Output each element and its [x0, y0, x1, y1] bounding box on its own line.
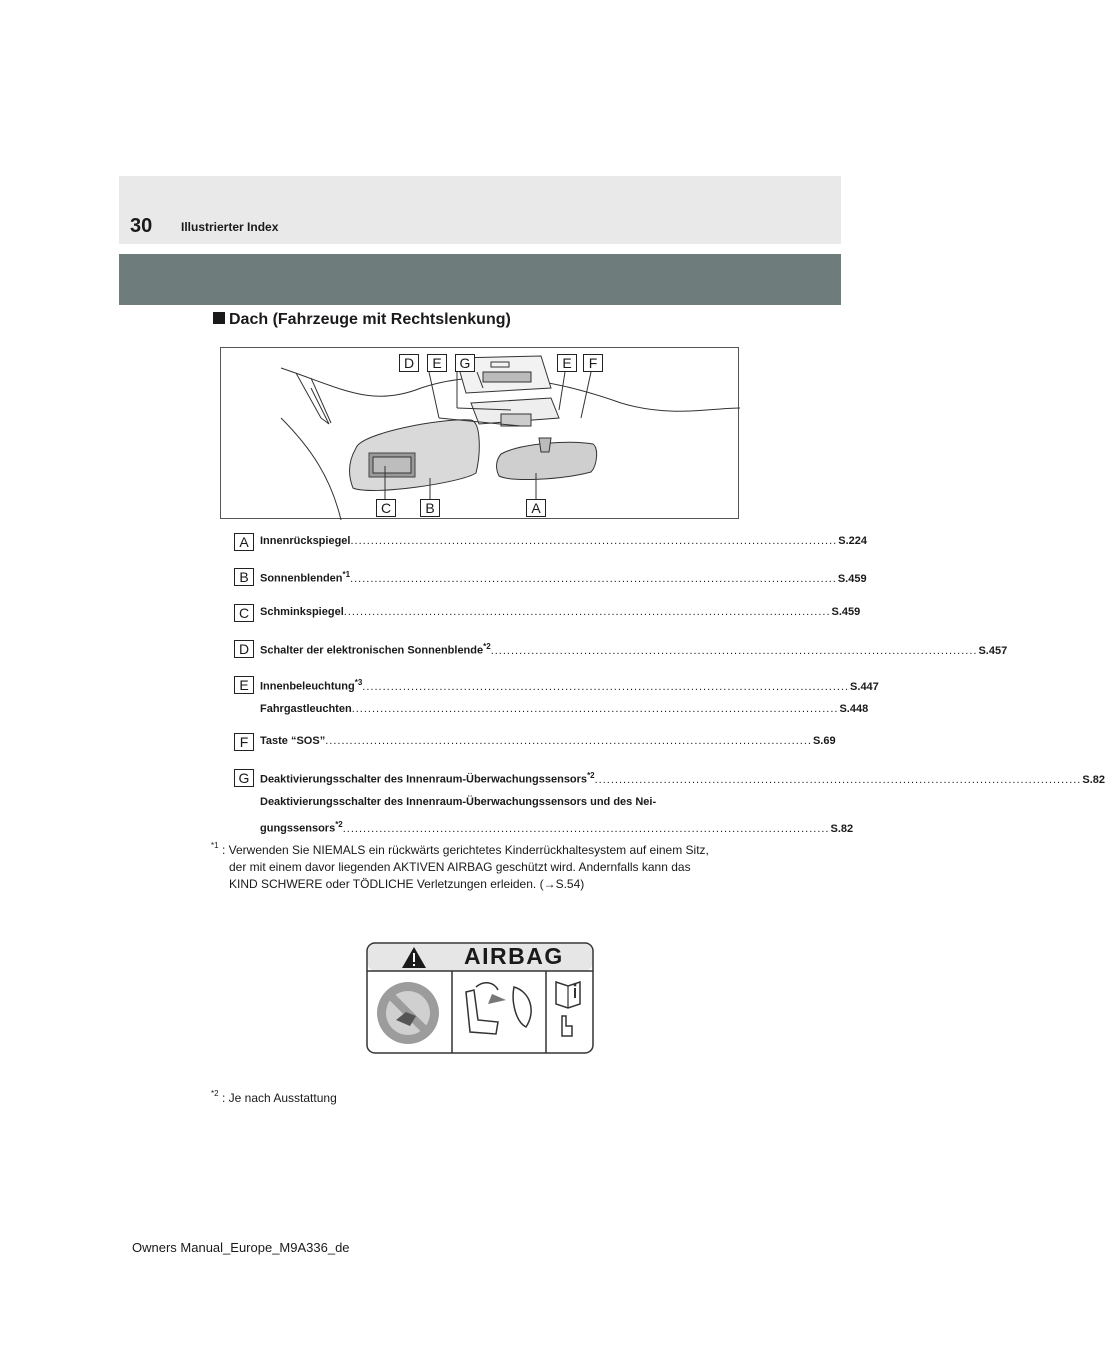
entry-row — [260, 678, 879, 693]
roof-drawing — [221, 348, 740, 520]
entry-sup: *3 — [354, 678, 363, 687]
callout-c: C — [376, 499, 396, 517]
entry-label — [260, 570, 350, 585]
entry-key-d: D — [234, 640, 254, 658]
callout-a: A — [526, 499, 546, 517]
entry-row — [260, 796, 721, 808]
leader-dots: ........................................................................................................................ — [342, 822, 830, 835]
running-title: Illustrierter Index — [181, 220, 279, 234]
entry-label — [260, 820, 343, 835]
entry-label — [260, 678, 362, 693]
callout-d: D — [399, 354, 419, 372]
footnote-line: KIND SCHWERE oder TÖDLICHE Verletzungen erleiden. (→S.54) — [229, 877, 585, 891]
footnote-mark: *1 — [211, 841, 219, 850]
page-ref: S.447 — [850, 680, 879, 693]
entry-sup: *2 — [587, 771, 595, 780]
callout-g: G — [455, 354, 475, 372]
entry-key-f: F — [234, 733, 254, 751]
entry-row — [260, 535, 867, 547]
page-ref: S.224 — [838, 535, 867, 547]
page-number: 30 — [130, 215, 153, 237]
leader-dots: ........................................................................................................................ — [350, 535, 838, 547]
entry-key-e: E — [234, 676, 254, 694]
entry-label: Innenrückspiegel — [260, 535, 351, 547]
footnote-line: : Je nach Ausstattung — [222, 1091, 337, 1105]
callout-f: F — [583, 354, 603, 372]
footnote-mark: *2 — [211, 1089, 219, 1098]
entry-row — [260, 642, 1008, 657]
entry-row — [260, 570, 867, 585]
entry-key-a: A — [234, 533, 254, 551]
callout-e-2: E — [557, 354, 577, 372]
entry-key-b: B — [234, 568, 254, 586]
page-ref: S.459 — [831, 606, 861, 618]
entry-sup: *2 — [483, 642, 491, 651]
roof-illustration — [220, 347, 739, 519]
entry-key-g: G — [234, 769, 254, 787]
leader-dots: ........................................................................................................................ — [362, 680, 850, 693]
page-ref: S.448 — [839, 703, 869, 715]
leader-dots: ........................................................................................................................ — [351, 703, 839, 715]
entry-label: Deaktivierungsschalter des Innenraum-Überwachungssensors und des Nei- — [260, 796, 657, 808]
callout-e: E — [427, 354, 447, 372]
entry-label: Fahrgastleuchten — [260, 703, 352, 715]
page-ref: S.459 — [837, 572, 867, 585]
footnote-1 — [211, 842, 751, 893]
leader-dots: ........................................................................................................................ — [350, 572, 837, 585]
entry-row — [260, 771, 1105, 786]
leader-dots: ........................................................................................................................ — [594, 773, 1082, 786]
entry-key-c: C — [234, 604, 254, 622]
entry-row — [260, 820, 854, 835]
entry-label-text: Innenbeleuchtung — [260, 680, 355, 693]
leader-dots: ........................................................................................................................ — [343, 606, 831, 618]
entry-label — [260, 771, 595, 786]
entry-label-text: Schalter der elektronischen Sonnenblende — [260, 644, 484, 657]
page-ref: S.82 — [830, 822, 854, 835]
section-band — [119, 254, 841, 305]
leader-dots: ........................................................................................................................ — [325, 735, 812, 747]
entry-sup: *1 — [342, 570, 351, 579]
entry-row — [260, 606, 861, 618]
airbag-label-text: AIRBAG — [464, 943, 564, 969]
footnote-2 — [211, 1090, 337, 1107]
section-title — [213, 311, 511, 329]
entry-row — [260, 735, 836, 747]
entry-label — [260, 642, 491, 657]
page-ref: S.82 — [1082, 773, 1105, 786]
page-ref: S.69 — [812, 735, 836, 747]
leader-dots: ........................................................................................................................ — [490, 644, 978, 657]
page-ref: S.457 — [978, 644, 1008, 657]
entry-row — [260, 703, 869, 715]
entry-label-text: Sonnenblenden — [260, 572, 343, 585]
footnote-line: der mit einem davor liegenden AKTIVEN AIRBAG geschützt wird. Andernfalls kann das — [229, 860, 691, 874]
airbag-warning-label — [366, 942, 594, 1054]
footer-text: Owners Manual_Europe_M9A336_de — [132, 1240, 350, 1255]
entry-label: Schminkspiegel — [260, 606, 344, 618]
square-bullet-icon — [213, 312, 225, 324]
callout-b: B — [420, 499, 440, 517]
entry-label-text: gungssensors — [260, 822, 336, 835]
footnote-line: : Verwenden Sie NIEMALS ein rückwärts gerichtetes Kinderrückhaltesystem auf einem Sitz, — [222, 843, 709, 857]
entry-sup: *2 — [335, 820, 343, 829]
entry-label-text: Deaktivierungsschalter des Innenraum-Überwachungssensors — [260, 773, 588, 786]
entry-label: Taste “SOS” — [260, 735, 326, 747]
section-title-text: Dach (Fahrzeuge mit Rechtslenkung) — [229, 311, 511, 328]
